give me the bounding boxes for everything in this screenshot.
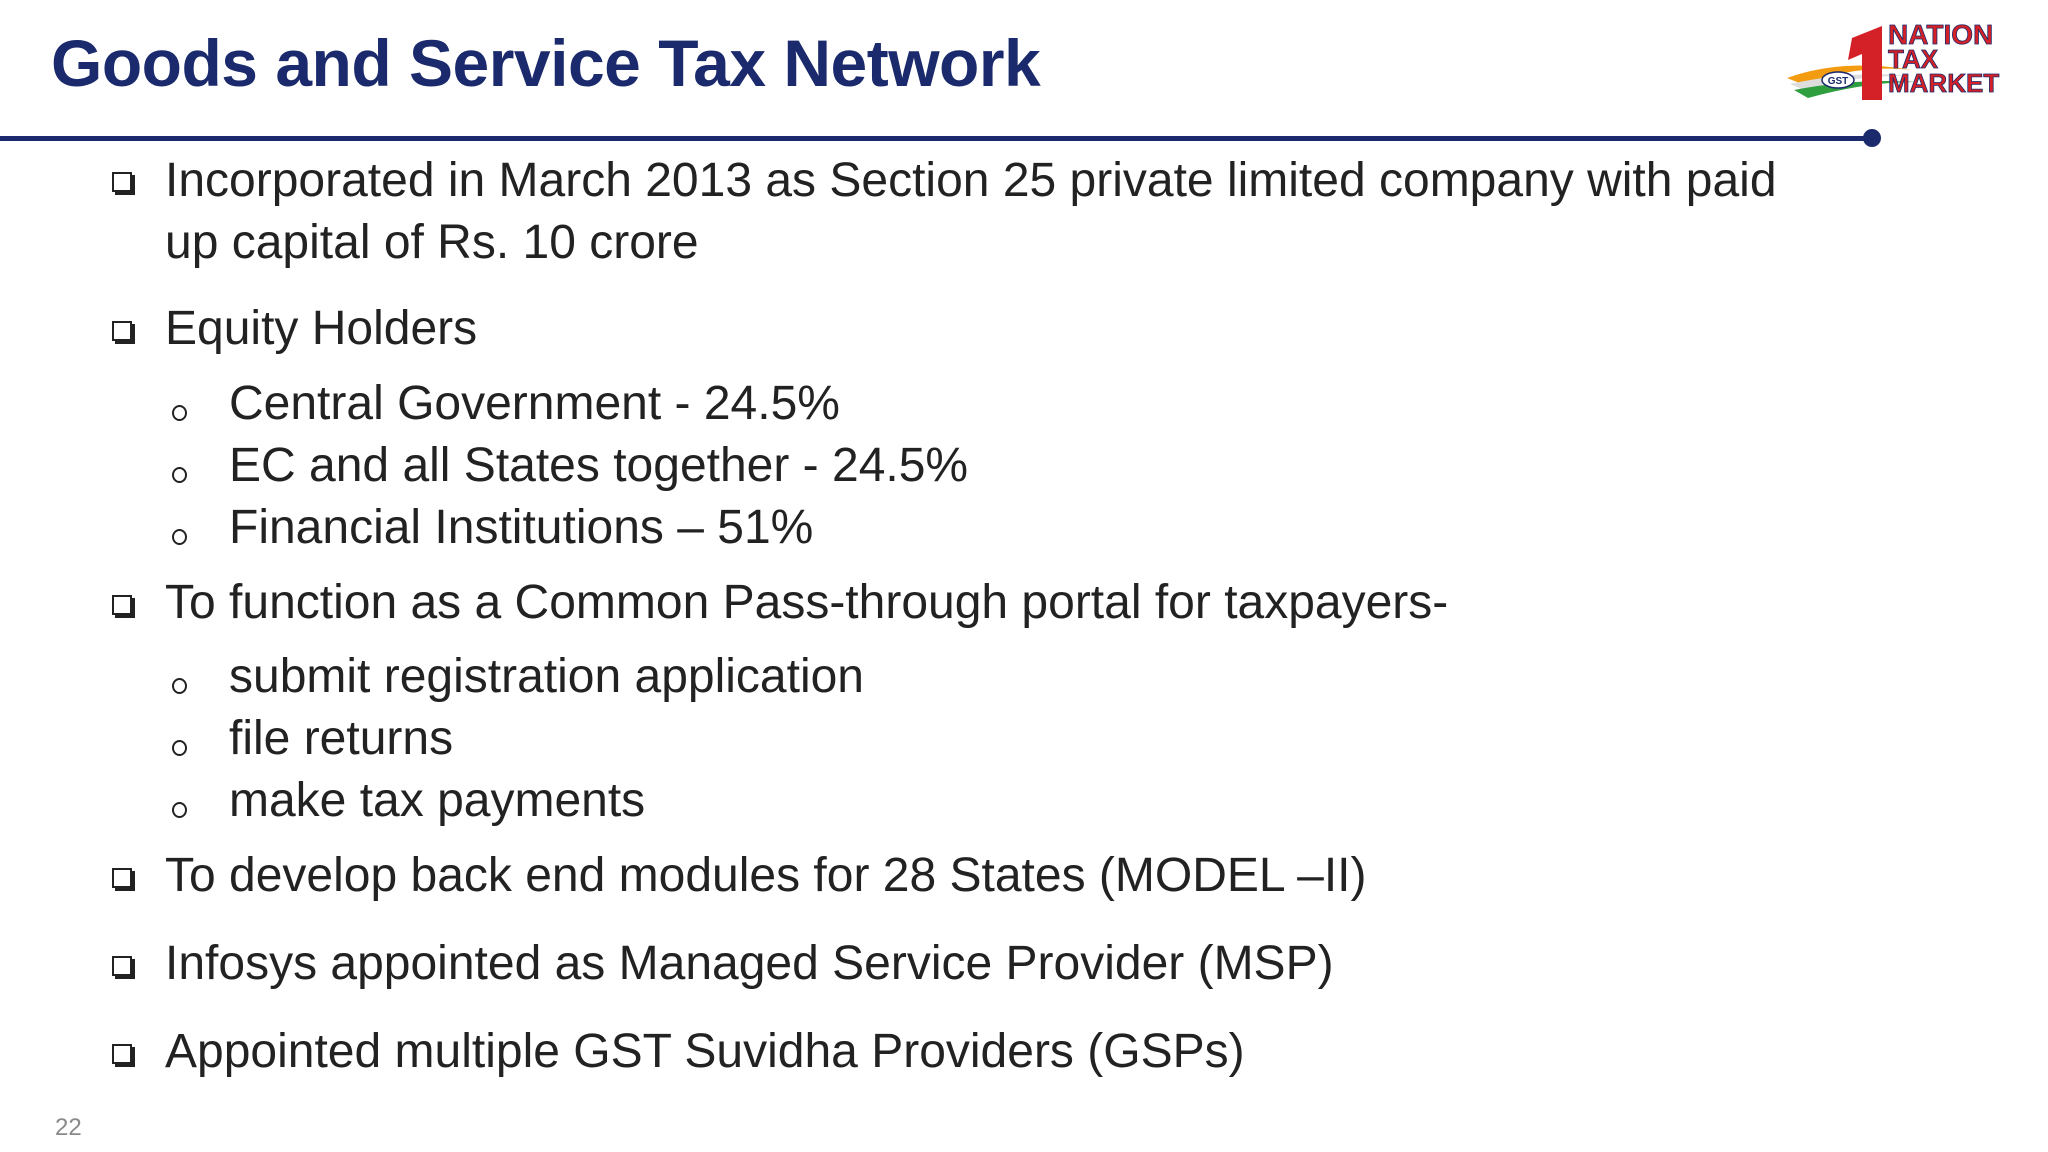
circle-bullet-icon bbox=[172, 405, 187, 421]
bullet-text: Infosys appointed as Managed Service Provider (MSP) bbox=[165, 937, 1334, 990]
bullet-text: Equity Holders bbox=[165, 302, 478, 355]
circle-bullet-icon bbox=[172, 467, 187, 483]
square-bullet-icon bbox=[112, 172, 132, 192]
bullet-text: Incorporated in March 2013 as Section 25 private limited company with paid bbox=[165, 154, 1777, 207]
square-bullet-icon bbox=[112, 321, 132, 341]
circle-bullet-icon bbox=[172, 740, 187, 756]
sub-bullet-text: Central Government - 24.5% bbox=[229, 377, 840, 430]
square-bullet-icon bbox=[112, 956, 132, 976]
logo-text-nation: NATION bbox=[1888, 19, 1994, 50]
sub-bullet-text: file returns bbox=[229, 712, 454, 765]
circle-bullet-icon bbox=[172, 529, 187, 545]
square-bullet-icon bbox=[112, 595, 132, 615]
sub-bullet-text: submit registration application bbox=[229, 650, 864, 703]
page-number: 22 bbox=[55, 1114, 82, 1141]
svg-text:GST: GST bbox=[1827, 76, 1849, 87]
square-bullet-icon bbox=[112, 868, 132, 888]
sub-bullet-text: make tax payments bbox=[229, 774, 646, 827]
bullet-text-continuation: up capital of Rs. 10 crore bbox=[165, 216, 699, 269]
logo-text-market: MARKET bbox=[1888, 68, 2000, 98]
square-bullet-icon bbox=[112, 1044, 132, 1064]
circle-bullet-icon bbox=[172, 802, 187, 818]
circle-bullet-icon bbox=[172, 678, 187, 694]
slide-title: Goods and Service Tax Network bbox=[51, 26, 1041, 100]
sub-bullet-text: Financial Institutions – 51% bbox=[229, 501, 814, 554]
logo-text-tax: TAX bbox=[1888, 44, 1939, 74]
bullet-text: To develop back end modules for 28 States (MODEL –II) bbox=[165, 849, 1367, 902]
sub-bullet-text: EC and all States together - 24.5% bbox=[229, 439, 969, 492]
bullet-text: To function as a Common Pass-through portal for taxpayers- bbox=[165, 576, 1449, 629]
bullet-text: Appointed multiple GST Suvidha Providers (GSPs) bbox=[165, 1025, 1245, 1078]
